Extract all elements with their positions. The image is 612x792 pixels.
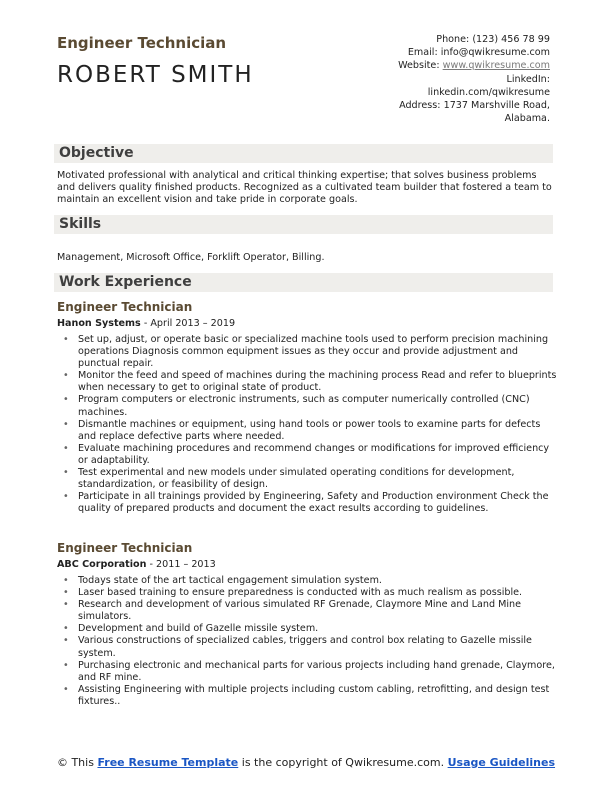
job-company: ABC Corporation: [57, 559, 147, 570]
website-link[interactable]: www.qwikresume.com: [442, 60, 550, 72]
list-item: • Set up, adjust, or operate basic or specialized machine tools used to perform precision machining operations Diagnosis common equipment issues as they occur and provide adjustment and punctual repair.: [57, 334, 557, 370]
candidate-name: ROBERT SMITH: [57, 62, 254, 88]
contact-address-line2: Alabama.: [504, 113, 550, 125]
job-company-line: [57, 318, 235, 329]
job-title: Engineer Technician: [57, 300, 193, 314]
contact-phone: Phone: (123) 456 78 99: [436, 34, 550, 45]
experience-heading: Work Experience: [59, 274, 192, 290]
list-item: • Test experimental and new models under simulated operating conditions for development, standardization, or feasibility of design.: [57, 467, 557, 491]
list-item: • Evaluate machining procedures and recommend changes or modifications for improved efficiency or adaptability.: [57, 443, 557, 467]
footer-copyright: © This Free Resume Template is the copyright of Qwikresume.com. Usage Guidelines: [56, 756, 556, 769]
objective-text: Motivated professional with analytical and critical thinking expertise; that solves business problems and delivers quality finished products. Recognized as a cultivated team builder that fostered a team to maintain an excellent vision and take pride in corporate goals.: [57, 170, 552, 206]
list-item: • Laser based training to ensure preparedness is conducted with as much realism as possible.: [57, 587, 557, 599]
usage-guidelines-link[interactable]: Usage Guidelines: [447, 756, 556, 769]
resume-job-title: Engineer Technician: [57, 34, 227, 52]
list-item: • Purchasing electronic and mechanical parts for various projects including hand grenade, Claymore, and RF mine.: [57, 660, 557, 684]
contact-linkedin: linkedin.com/qwikresume: [427, 86, 550, 98]
contact-block: [310, 33, 550, 125]
experience-section-header: [54, 273, 553, 292]
job-company-line: [57, 559, 216, 570]
contact-email: Email: info@qwikresume.com: [407, 47, 550, 59]
list-item: • Program computers or electronic instruments, such as computer numerically controlled (CNC) machines.: [57, 394, 557, 418]
list-item: • Todays state of the art tactical engagement simulation system.: [57, 575, 557, 587]
job-company: Hanon Systems: [57, 318, 141, 329]
job-dates: - April 2013 – 2019: [140, 318, 236, 329]
objective-section-header: [54, 144, 553, 163]
list-item: • Assisting Engineering with multiple projects including custom cabling, retrofitting, and design test fixtures..: [57, 684, 557, 708]
contact-linkedin-label: LinkedIn:: [506, 73, 550, 85]
job-dates: - 2011 – 2013: [146, 559, 216, 570]
contact-address: Address: 1737 Marshville Road,: [399, 100, 550, 112]
free-resume-template-link[interactable]: Free Resume Template: [97, 756, 239, 769]
skills-heading: Skills: [59, 216, 102, 232]
skills-section-header: [54, 215, 553, 234]
list-item: • Development and build of Gazelle missile system.: [57, 623, 557, 635]
contact-website: Website: www.qwikresume.com: [398, 60, 550, 72]
objective-heading: Objective: [59, 145, 134, 161]
list-item: • Dismantle machines or equipment, using hand tools or power tools to examine parts for defects and replace defective parts where needed.: [57, 419, 557, 443]
list-item: • Various constructions of specialized cables, triggers and control box relating to Gazelle missile system.: [57, 635, 557, 659]
skills-text: Management, Microsoft Office, Forklift Operator, Billing.: [57, 252, 325, 263]
job-bullets: [57, 334, 557, 515]
list-item: • Monitor the feed and speed of machines during the machining process Read and refer to blueprints when necessary to get to original state of product.: [57, 370, 557, 394]
list-item: • Participate in all trainings provided by Engineering, Safety and Production environment Check the quality of prepared products and document the exact results according to guidelines.: [57, 491, 557, 515]
job-title: Engineer Technician: [57, 541, 193, 555]
list-item: • Research and development of various simulated RF Grenade, Claymore Mine and Land Mine simulators.: [57, 599, 557, 623]
job-bullets: [57, 575, 557, 708]
